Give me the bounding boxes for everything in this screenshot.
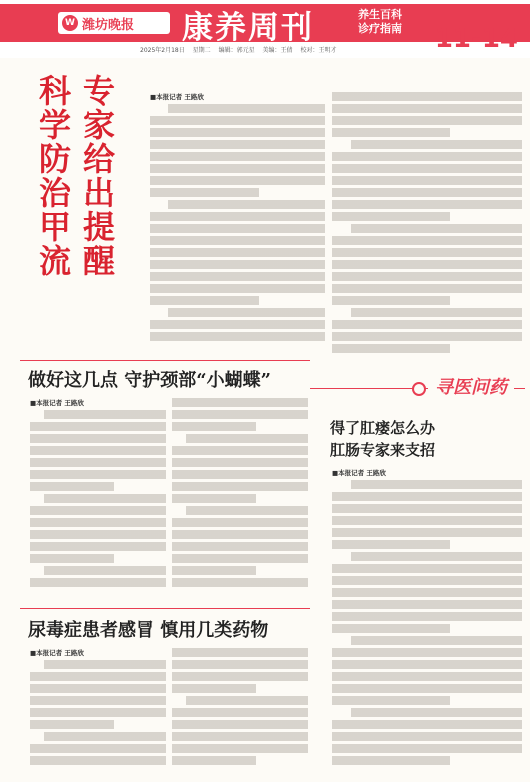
editor: 编辑：郭元星 [218,47,255,54]
neck-body-col-1 [30,410,166,600]
slogan-line-1: 养生百科 [358,8,402,21]
issue-date: 2025年2月18日 [140,47,185,54]
lead-headline-line-2: 科学防治甲流 [34,74,72,278]
column-tag-text: 寻医问药 [428,374,514,402]
masthead [0,0,530,58]
lead-byline: ■本报记者 王路欣 [150,93,204,101]
column-tag [310,370,525,404]
column-tag-icon [412,382,426,396]
section-divider [20,360,310,361]
uremia-body-col-2 [172,648,308,774]
lead-body-col-2 [332,92,522,354]
anal-headline-line-1: 得了肛瘘怎么办 [330,419,436,437]
anal-body [332,480,522,774]
neck-headline: 做好这几点 守护颈部“小蝴蝶” [28,370,271,391]
slogan-line-2: 诊疗指南 [358,22,402,35]
section-divider-2 [20,608,310,609]
art-editor: 美编：王倩 [262,47,293,54]
logo-text: 潍坊晚报 [82,18,135,33]
anal-headline-line-2: 肛肠专家来支招 [330,441,436,459]
uremia-byline: ■本报记者 王路欣 [30,649,84,657]
proofreader: 校对：王明才 [300,47,337,54]
uremia-headline: 尿毒症患者感冒 慎用几类药物 [28,620,269,641]
anal-byline: ■本报记者 王路欣 [332,469,386,477]
page-range: 11-14 [434,24,518,54]
page-name: 康养周刊 [182,10,314,46]
issue-weekday: 星期二 [192,47,211,54]
logo-icon: W [62,15,78,31]
lead-body-col-1 [150,104,325,350]
uremia-body-col-1 [30,660,166,774]
lead-headline-line-1: 专家给出提醒 [78,74,116,278]
neck-byline: ■本报记者 王路欣 [30,399,84,407]
slogan [358,8,414,36]
newspaper-logo [58,12,170,34]
edition-info [140,45,342,54]
neck-body-col-2 [172,398,308,600]
